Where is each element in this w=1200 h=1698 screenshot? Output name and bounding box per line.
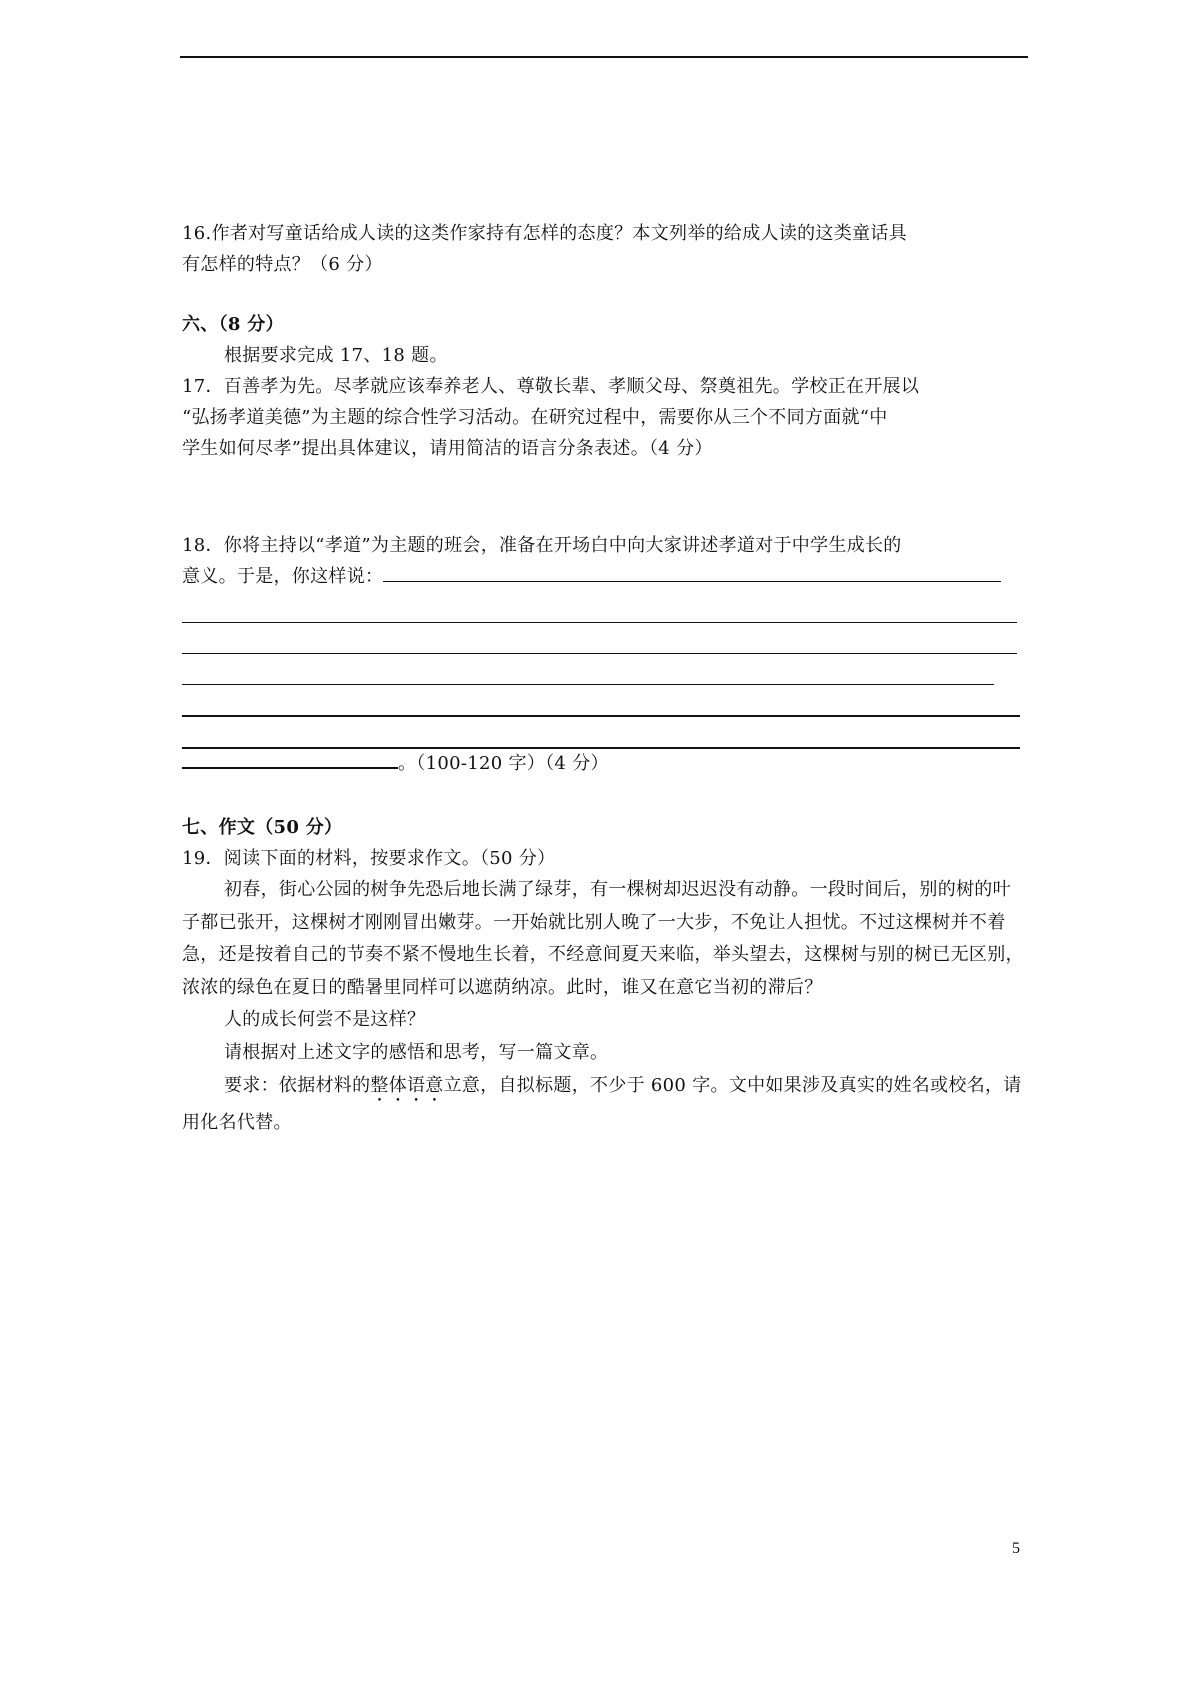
section-6-intro: 根据要求完成 17、18 题。 xyxy=(224,345,448,366)
question-16-line-2: 有怎样的特点？（6 分） xyxy=(182,254,383,275)
answer-line-2[interactable] xyxy=(182,623,1017,654)
answer-lines xyxy=(182,592,1028,749)
requirements-emphasis: 整体语意 xyxy=(370,1075,444,1096)
question-17-line-3: 学生如何尽孝”提出具体建议，请用简洁的语言分条表述。（4 分） xyxy=(182,438,713,459)
answer-line-3[interactable] xyxy=(182,654,994,685)
question-18-tail: 。（100-120 字）（4 分） xyxy=(398,753,609,774)
answer-line-1[interactable] xyxy=(182,592,1017,623)
question-18-tail-row xyxy=(182,748,1028,779)
section-6-heading: 六、（8 分） xyxy=(182,314,284,335)
section-6 xyxy=(182,309,1028,371)
question-19-line-1: 19．阅读下面的材料，按要求作文。（50 分） xyxy=(182,848,556,869)
answer-line-5[interactable] xyxy=(182,717,1020,749)
question-17-line-2: “弘扬孝道美德”为主题的综合性学习活动。在研究过程中，需要你从三个不同方面就“中 xyxy=(182,407,888,428)
section-7 xyxy=(182,812,1028,874)
page-number: 5 xyxy=(1012,1540,1020,1557)
material-paragraph: 初春，街心公园的树争先恐后地长满了绿芽，有一棵树却迟迟没有动静。一段时间后，别的树的叶子都已张开，这棵树才刚刚冒出嫩芽。一开始就比别人晚了一大步，不免让人担忧。不过这棵树并不着急，还是按着自己的节奏不紧不慢地生长着，不经意间夏天来临，举头望去，这棵树与别的树已无区别，浓浓的绿色在夏日的酷暑里同样可以遮荫纳凉。此时，谁又在意它当初的滞后？ xyxy=(182,879,1024,998)
question-18 xyxy=(182,530,1028,592)
question-19-material xyxy=(182,874,1028,1140)
question-18-line-2 xyxy=(182,561,1028,592)
question-17 xyxy=(182,371,1028,464)
header-rule xyxy=(180,56,1028,58)
material-reflection: 人的成长何尝不是这样？ xyxy=(224,1009,426,1030)
section-7-heading: 七、作文（50 分） xyxy=(182,817,343,838)
requirements-prefix: 要求：依据材料的 xyxy=(224,1075,371,1096)
answer-blank-final[interactable] xyxy=(182,749,398,769)
answer-blank-inline[interactable] xyxy=(383,563,1001,582)
question-18-line-1: 18．你将主持以“孝道”为主题的班会，准备在开场白中向大家讲述孝道对于中学生成长的 xyxy=(182,535,902,556)
question-17-line-1: 17．百善孝为先。尽孝就应该奉养老人、尊敬长辈、孝顺父母、祭奠祖先。学校正在开展以 xyxy=(182,376,920,397)
writing-instruction: 请根据对上述文字的感悟和思考，写一篇文章。 xyxy=(224,1041,609,1063)
question-18-prompt: 意义。于是，你这样说： xyxy=(182,566,384,587)
question-16-line-1: 16.作者对写童话给成人读的这类作家持有怎样的态度？本文列举的给成人读的这类童话具 xyxy=(182,223,907,244)
requirements-suffix: 立意，自拟标题，不少于 600 字。文中如果涉及真实的姓名或校名，请用化名代替。 xyxy=(182,1075,1022,1133)
question-16 xyxy=(182,218,1028,280)
writing-requirements xyxy=(182,1069,1028,1140)
answer-line-4[interactable] xyxy=(182,685,1020,717)
